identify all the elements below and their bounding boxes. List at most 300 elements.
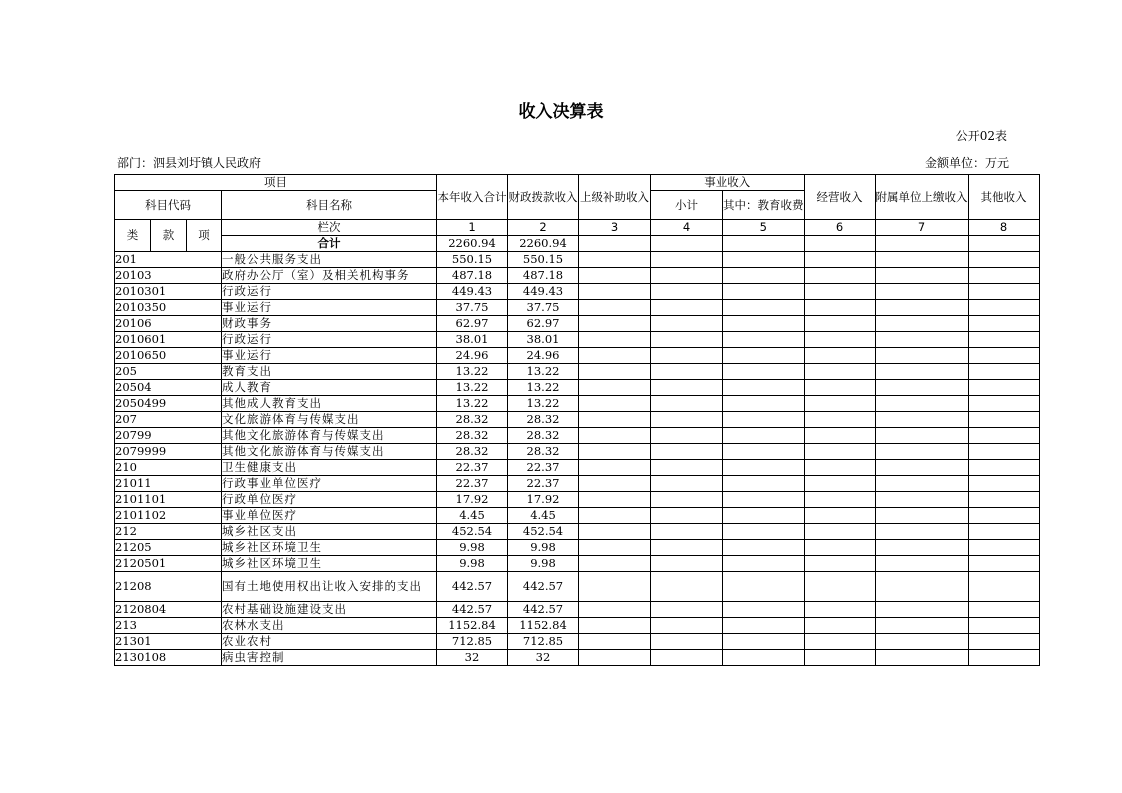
subject-name: 一般公共服务支出 [222,252,437,268]
fiscal-cell: 9.98 [508,540,579,556]
empty-cell [651,540,723,556]
fiscal-cell: 28.32 [508,444,579,460]
empty-cell [968,348,1039,364]
fiscal-cell: 28.32 [508,428,579,444]
empty-cell [579,348,651,364]
subject-name: 教育支出 [222,364,437,380]
table-row [115,380,1040,396]
subject-name: 财政事务 [222,316,437,332]
fiscal-cell: 487.18 [508,268,579,284]
total-income-cell: 550.15 [437,252,508,268]
fiscal-cell: 62.97 [508,316,579,332]
empty-cell [651,396,723,412]
empty-cell [723,524,805,540]
subject-code: 20504 [115,380,222,396]
empty-cell [579,460,651,476]
empty-cell [968,364,1039,380]
subject-name: 行政运行 [222,284,437,300]
empty-cell [723,508,805,524]
empty-cell [968,380,1039,396]
subject-code: 20106 [115,316,222,332]
empty-cell [723,412,805,428]
header-column-no: 栏次 [222,220,437,236]
fiscal-cell: 32 [508,650,579,666]
empty-cell [804,268,875,284]
empty-cell [723,316,805,332]
empty-cell [723,332,805,348]
header-affiliated: 附属单位上缴收入 [875,175,968,220]
empty-cell [804,332,875,348]
page-title: 收入决算表 [518,102,604,122]
col-num: 1 [437,220,508,236]
empty-cell [651,556,723,572]
empty-cell [968,492,1039,508]
header-operating: 经营收入 [804,175,875,220]
total-income-cell: 442.57 [437,602,508,618]
empty-cell [875,332,968,348]
empty-cell [723,300,805,316]
empty-cell [579,428,651,444]
empty-cell [875,268,968,284]
empty-cell [875,428,968,444]
empty-cell [968,634,1039,650]
table-row [115,556,1040,572]
empty-cell [651,492,723,508]
empty-cell [651,252,723,268]
empty-cell [968,444,1039,460]
subject-name: 政府办公厅（室）及相关机构事务 [222,268,437,284]
empty-cell [651,284,723,300]
empty-cell [804,572,875,602]
empty-cell [804,316,875,332]
empty-cell [968,300,1039,316]
subject-code: 21205 [115,540,222,556]
fiscal-cell: 24.96 [508,348,579,364]
empty-cell [875,364,968,380]
empty-cell [579,602,651,618]
fiscal-cell: 712.85 [508,634,579,650]
empty-cell [804,380,875,396]
total-income-cell: 13.22 [437,396,508,412]
empty-cell [875,618,968,634]
subject-code: 207 [115,412,222,428]
total-income-value: 2260.94 [437,236,508,252]
empty-cell [968,540,1039,556]
empty-cell [723,380,805,396]
fiscal-cell: 442.57 [508,602,579,618]
empty-cell [875,602,968,618]
empty-cell [968,412,1039,428]
empty-cell [875,476,968,492]
table-row [115,284,1040,300]
table-row [115,602,1040,618]
total-income-cell: 37.75 [437,300,508,316]
empty-cell [968,332,1039,348]
empty-cell [804,252,875,268]
col-num: 3 [579,220,651,236]
table-row [115,252,1040,268]
department-label: 部门：泗县刘圩镇人民政府 [117,156,262,170]
empty-cell [968,460,1039,476]
empty-cell [875,650,968,666]
table-row [115,618,1040,634]
empty-cell [804,540,875,556]
empty-cell [804,556,875,572]
header-subtotal: 小计 [651,191,723,220]
total-income-cell: 28.32 [437,444,508,460]
total-income-cell: 487.18 [437,268,508,284]
fiscal-cell: 38.01 [508,332,579,348]
empty-cell [723,364,805,380]
subject-name: 成人教育 [222,380,437,396]
total-income-cell: 452.54 [437,524,508,540]
table-row [115,540,1040,556]
empty-cell [579,332,651,348]
empty-cell [968,476,1039,492]
subject-code: 2010301 [115,284,222,300]
empty-cell [804,476,875,492]
header-code: 科目代码 [115,191,222,220]
total-income-cell: 13.22 [437,364,508,380]
empty-cell [651,524,723,540]
empty-cell [579,556,651,572]
table-body [115,252,1040,666]
table-row [115,348,1040,364]
empty-cell [651,348,723,364]
empty-cell [875,634,968,650]
empty-cell [651,508,723,524]
empty-cell [579,252,651,268]
empty-cell [579,380,651,396]
table-row [115,364,1040,380]
amount-unit-label: 金额单位：万元 [924,156,1009,170]
fiscal-cell: 452.54 [508,524,579,540]
empty-cell [804,460,875,476]
header-project: 项目 [115,175,437,191]
empty-cell [875,284,968,300]
income-table [114,174,1040,666]
subject-code: 2010350 [115,300,222,316]
subject-code: 2010601 [115,332,222,348]
empty-cell [651,444,723,460]
empty-cell [579,268,651,284]
subject-code: 21011 [115,476,222,492]
empty-cell [723,650,805,666]
table-row [115,428,1040,444]
subject-name: 其他文化旅游体育与传媒支出 [222,428,437,444]
empty-cell [875,444,968,460]
total-income-cell: 24.96 [437,348,508,364]
fiscal-cell: 22.37 [508,476,579,492]
subject-code: 20799 [115,428,222,444]
empty-cell [579,508,651,524]
subject-name: 其他成人教育支出 [222,396,437,412]
empty-cell [968,284,1039,300]
empty-cell [579,300,651,316]
empty-cell [968,556,1039,572]
empty-cell [968,618,1039,634]
empty-cell [875,556,968,572]
empty-cell [723,618,805,634]
empty-cell [651,476,723,492]
empty-cell [723,572,805,602]
col-num: 7 [875,220,968,236]
fiscal-cell: 442.57 [508,572,579,602]
empty-cell [651,618,723,634]
fiscal-cell: 13.22 [508,364,579,380]
empty-cell [968,396,1039,412]
empty-cell [875,492,968,508]
empty-cell [723,428,805,444]
empty-cell [875,524,968,540]
subject-code: 2010650 [115,348,222,364]
empty-cell [723,284,805,300]
total-income-cell: 712.85 [437,634,508,650]
empty-cell [968,572,1039,602]
subject-name: 城乡社区环境卫生 [222,556,437,572]
empty-cell [968,508,1039,524]
empty-cell [579,650,651,666]
empty-cell [723,492,805,508]
empty-cell [804,396,875,412]
header-total-income: 本年收入合计 [437,175,508,220]
empty-cell [875,572,968,602]
total-income-cell: 13.22 [437,380,508,396]
empty-cell [875,252,968,268]
empty-cell [651,268,723,284]
subject-code: 2101101 [115,492,222,508]
empty-cell [651,602,723,618]
subject-code: 2130108 [115,650,222,666]
empty-cell [579,492,651,508]
empty-cell [723,634,805,650]
empty-cell [723,348,805,364]
subject-code: 212 [115,524,222,540]
empty-cell [579,444,651,460]
empty-cell [723,556,805,572]
total-income-cell: 17.92 [437,492,508,508]
empty-cell [723,540,805,556]
subject-name: 行政事业单位医疗 [222,476,437,492]
subject-code: 201 [115,252,222,268]
empty-cell [723,252,805,268]
subject-name: 文化旅游体育与传媒支出 [222,412,437,428]
empty-cell [651,300,723,316]
total-label: 合计 [222,236,437,252]
empty-cell [579,618,651,634]
fiscal-cell: 13.22 [508,380,579,396]
subject-name: 城乡社区环境卫生 [222,540,437,556]
empty-cell [579,634,651,650]
empty-cell [968,316,1039,332]
empty-cell [804,300,875,316]
total-income-cell: 22.37 [437,460,508,476]
table-row [115,524,1040,540]
subject-name: 行政单位医疗 [222,492,437,508]
empty-cell [875,300,968,316]
total-income-cell: 22.37 [437,476,508,492]
empty-cell [875,380,968,396]
total-income-cell: 4.45 [437,508,508,524]
empty-cell [723,444,805,460]
subject-name: 国有土地使用权出让收入安排的支出 [222,572,437,602]
empty-cell [875,412,968,428]
empty-cell [723,602,805,618]
table-row [115,412,1040,428]
empty-cell [804,364,875,380]
table-row [115,476,1040,492]
table-row [115,396,1040,412]
subject-code: 21301 [115,634,222,650]
empty-cell [723,396,805,412]
table-row [115,492,1040,508]
empty-cell [875,348,968,364]
subject-code: 2120501 [115,556,222,572]
subject-name: 事业运行 [222,300,437,316]
table-row [115,572,1040,602]
empty-cell [804,634,875,650]
subject-name: 农林水支出 [222,618,437,634]
empty-cell [651,364,723,380]
empty-cell [579,284,651,300]
empty-cell [875,508,968,524]
empty-cell [651,412,723,428]
table-row [115,634,1040,650]
empty-cell [968,524,1039,540]
total-row [115,236,1040,252]
empty-cell [804,444,875,460]
subject-name: 农业农村 [222,634,437,650]
empty-cell [804,508,875,524]
fiscal-cell: 4.45 [508,508,579,524]
table-row [115,332,1040,348]
header-other: 其他收入 [968,175,1039,220]
col-num: 4 [651,220,723,236]
header-name: 科目名称 [222,191,437,220]
empty-cell [723,476,805,492]
total-income-cell: 38.01 [437,332,508,348]
empty-cell [968,268,1039,284]
total-fiscal-value: 2260.94 [508,236,579,252]
subject-name: 行政运行 [222,332,437,348]
header-xiang: 项 [187,220,222,252]
col-num: 2 [508,220,579,236]
fiscal-cell: 28.32 [508,412,579,428]
empty-cell [651,650,723,666]
empty-cell [579,316,651,332]
subject-code: 2079999 [115,444,222,460]
fiscal-cell: 1152.84 [508,618,579,634]
subject-code: 2120804 [115,602,222,618]
table-row [115,268,1040,284]
total-income-cell: 32 [437,650,508,666]
col-num: 5 [723,220,805,236]
empty-cell [579,412,651,428]
total-income-cell: 28.32 [437,412,508,428]
empty-cell [579,396,651,412]
table-row [115,316,1040,332]
empty-cell [804,602,875,618]
empty-cell [651,634,723,650]
fiscal-cell: 449.43 [508,284,579,300]
empty-cell [968,252,1039,268]
total-income-cell: 62.97 [437,316,508,332]
empty-cell [968,428,1039,444]
fiscal-cell: 9.98 [508,556,579,572]
form-number: 公开02表 [955,129,1007,143]
total-income-cell: 9.98 [437,540,508,556]
subject-code: 21208 [115,572,222,602]
empty-cell [875,540,968,556]
empty-cell [651,380,723,396]
empty-cell [875,396,968,412]
total-income-cell: 9.98 [437,556,508,572]
empty-cell [723,268,805,284]
empty-cell [804,650,875,666]
subject-code: 213 [115,618,222,634]
empty-cell [651,428,723,444]
header-fiscal: 财政拨款收入 [508,175,579,220]
empty-cell [804,348,875,364]
total-income-cell: 442.57 [437,572,508,602]
empty-cell [804,492,875,508]
empty-cell [579,540,651,556]
table-row [115,444,1040,460]
header-lei: 类 [115,220,151,252]
col-num: 8 [968,220,1039,236]
empty-cell [723,460,805,476]
empty-cell [968,602,1039,618]
header-kuan: 款 [151,220,187,252]
subject-name: 事业单位医疗 [222,508,437,524]
header-business: 事业收入 [651,175,805,191]
fiscal-cell: 37.75 [508,300,579,316]
total-income-cell: 28.32 [437,428,508,444]
fiscal-cell: 13.22 [508,396,579,412]
subject-name: 城乡社区支出 [222,524,437,540]
subject-name: 病虫害控制 [222,650,437,666]
header-edu-fee: 其中：教育收费 [723,191,805,220]
table-row [115,650,1040,666]
empty-cell [804,618,875,634]
empty-cell [579,572,651,602]
col-num: 6 [804,220,875,236]
empty-cell [651,572,723,602]
subject-name: 事业运行 [222,348,437,364]
table-row [115,460,1040,476]
subject-code: 20103 [115,268,222,284]
empty-cell [804,428,875,444]
subject-code: 205 [115,364,222,380]
subject-code: 210 [115,460,222,476]
subject-name: 农村基础设施建设支出 [222,602,437,618]
fiscal-cell: 550.15 [508,252,579,268]
empty-cell [804,524,875,540]
empty-cell [651,460,723,476]
empty-cell [579,476,651,492]
empty-cell [875,316,968,332]
subject-code: 2101102 [115,508,222,524]
subject-code: 2050499 [115,396,222,412]
empty-cell [804,284,875,300]
table-row [115,300,1040,316]
header-superior: 上级补助收入 [579,175,651,220]
subject-name: 卫生健康支出 [222,460,437,476]
empty-cell [579,524,651,540]
total-income-cell: 449.43 [437,284,508,300]
empty-cell [804,412,875,428]
subject-name: 其他文化旅游体育与传媒支出 [222,444,437,460]
